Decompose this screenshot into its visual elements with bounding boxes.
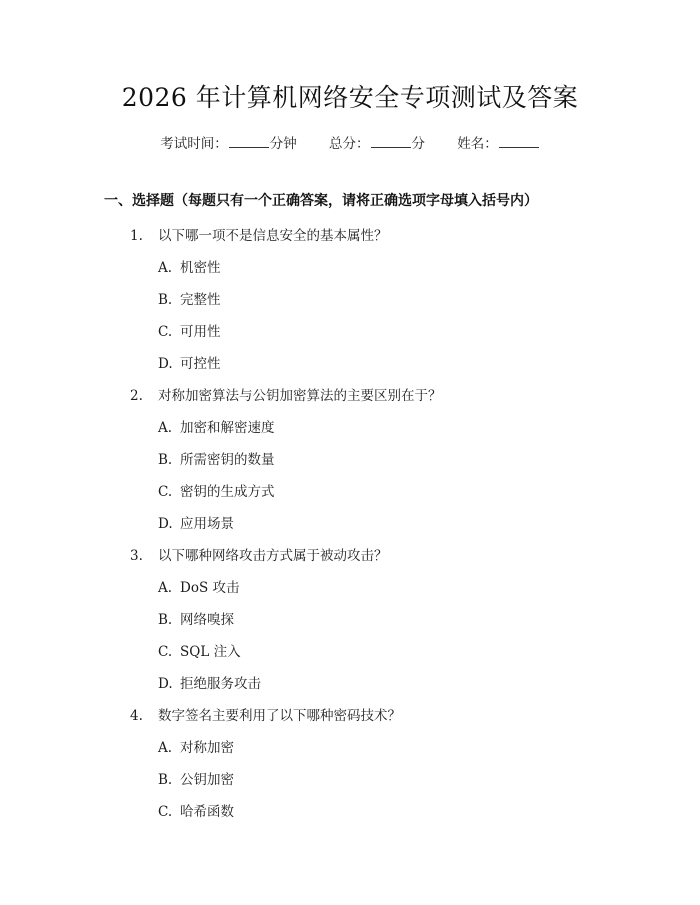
exam-time-unit: 分钟	[269, 136, 297, 152]
option-text: DoS 攻击	[180, 580, 240, 596]
student-name-label: 姓名：	[457, 136, 498, 152]
option-text: 所需密钥的数量	[180, 452, 275, 468]
question-4	[130, 704, 401, 724]
option-text: 公钥加密	[180, 772, 234, 788]
option-text: 加密和解密速度	[180, 420, 275, 436]
option-letter: A.	[158, 420, 173, 436]
question-3	[130, 544, 388, 564]
question-number: 1.	[130, 228, 143, 244]
option-letter: C.	[158, 484, 173, 500]
student-name-blank	[499, 133, 539, 148]
option-text: 对称加密	[180, 740, 234, 756]
question-1	[130, 224, 388, 244]
option-2-4	[158, 512, 234, 532]
question-text: 对称加密算法与公钥加密算法的主要区别在于？	[158, 388, 442, 404]
option-text: SQL 注入	[180, 644, 241, 660]
option-1-1	[158, 256, 221, 276]
option-text: 可控性	[180, 356, 221, 372]
option-1-4	[158, 352, 221, 372]
total-score-unit: 分	[411, 136, 425, 152]
option-letter: D.	[158, 356, 173, 372]
question-number: 2.	[130, 388, 143, 404]
option-3-4	[158, 672, 261, 692]
exam-info-row	[0, 132, 700, 152]
option-4-1	[158, 736, 234, 756]
option-letter: C.	[158, 644, 173, 660]
option-text: 网络嗅探	[180, 612, 234, 628]
option-3-1	[158, 576, 240, 596]
option-text: 拒绝服务攻击	[180, 676, 261, 692]
option-3-3	[158, 640, 241, 660]
option-letter: A.	[158, 740, 173, 756]
exam-time	[160, 132, 297, 152]
option-letter: D.	[158, 676, 173, 692]
option-1-2	[158, 288, 221, 308]
option-letter: D.	[158, 516, 173, 532]
option-4-3	[158, 800, 234, 820]
question-text: 以下哪一项不是信息安全的基本属性？	[158, 228, 388, 244]
question-2	[130, 384, 442, 404]
option-letter: C.	[158, 804, 173, 820]
exam-time-blank	[229, 133, 269, 148]
option-text: 密钥的生成方式	[180, 484, 275, 500]
option-letter: B.	[158, 452, 173, 468]
option-text: 完整性	[180, 292, 221, 308]
question-number: 3.	[130, 548, 143, 564]
option-letter: A.	[158, 260, 173, 276]
section-heading: 一、选择题（每题只有一个正确答案，请将正确选项字母填入括号内）	[104, 193, 538, 209]
option-text: 哈希函数	[180, 804, 234, 820]
option-2-3	[158, 480, 275, 500]
option-letter: B.	[158, 612, 173, 628]
option-letter: B.	[158, 772, 173, 788]
option-2-1	[158, 416, 275, 436]
option-text: 应用场景	[180, 516, 234, 532]
student-name	[457, 132, 540, 152]
option-text: 机密性	[180, 260, 221, 276]
total-score	[329, 132, 425, 152]
option-text: 可用性	[180, 324, 221, 340]
option-1-3	[158, 320, 221, 340]
option-3-2	[158, 608, 234, 628]
question-text: 以下哪种网络攻击方式属于被动攻击？	[158, 548, 388, 564]
exam-time-label: 考试时间：	[160, 136, 228, 152]
total-score-label: 总分：	[329, 136, 370, 152]
page-title: 2026 年计算机网络安全专项测试及答案	[121, 83, 579, 112]
option-4-2	[158, 768, 234, 788]
question-number: 4.	[130, 708, 143, 724]
question-text: 数字签名主要利用了以下哪种密码技术？	[158, 708, 401, 724]
option-2-2	[158, 448, 275, 468]
option-letter: C.	[158, 324, 173, 340]
option-letter: A.	[158, 580, 173, 596]
option-letter: B.	[158, 292, 173, 308]
total-score-blank	[371, 133, 411, 148]
